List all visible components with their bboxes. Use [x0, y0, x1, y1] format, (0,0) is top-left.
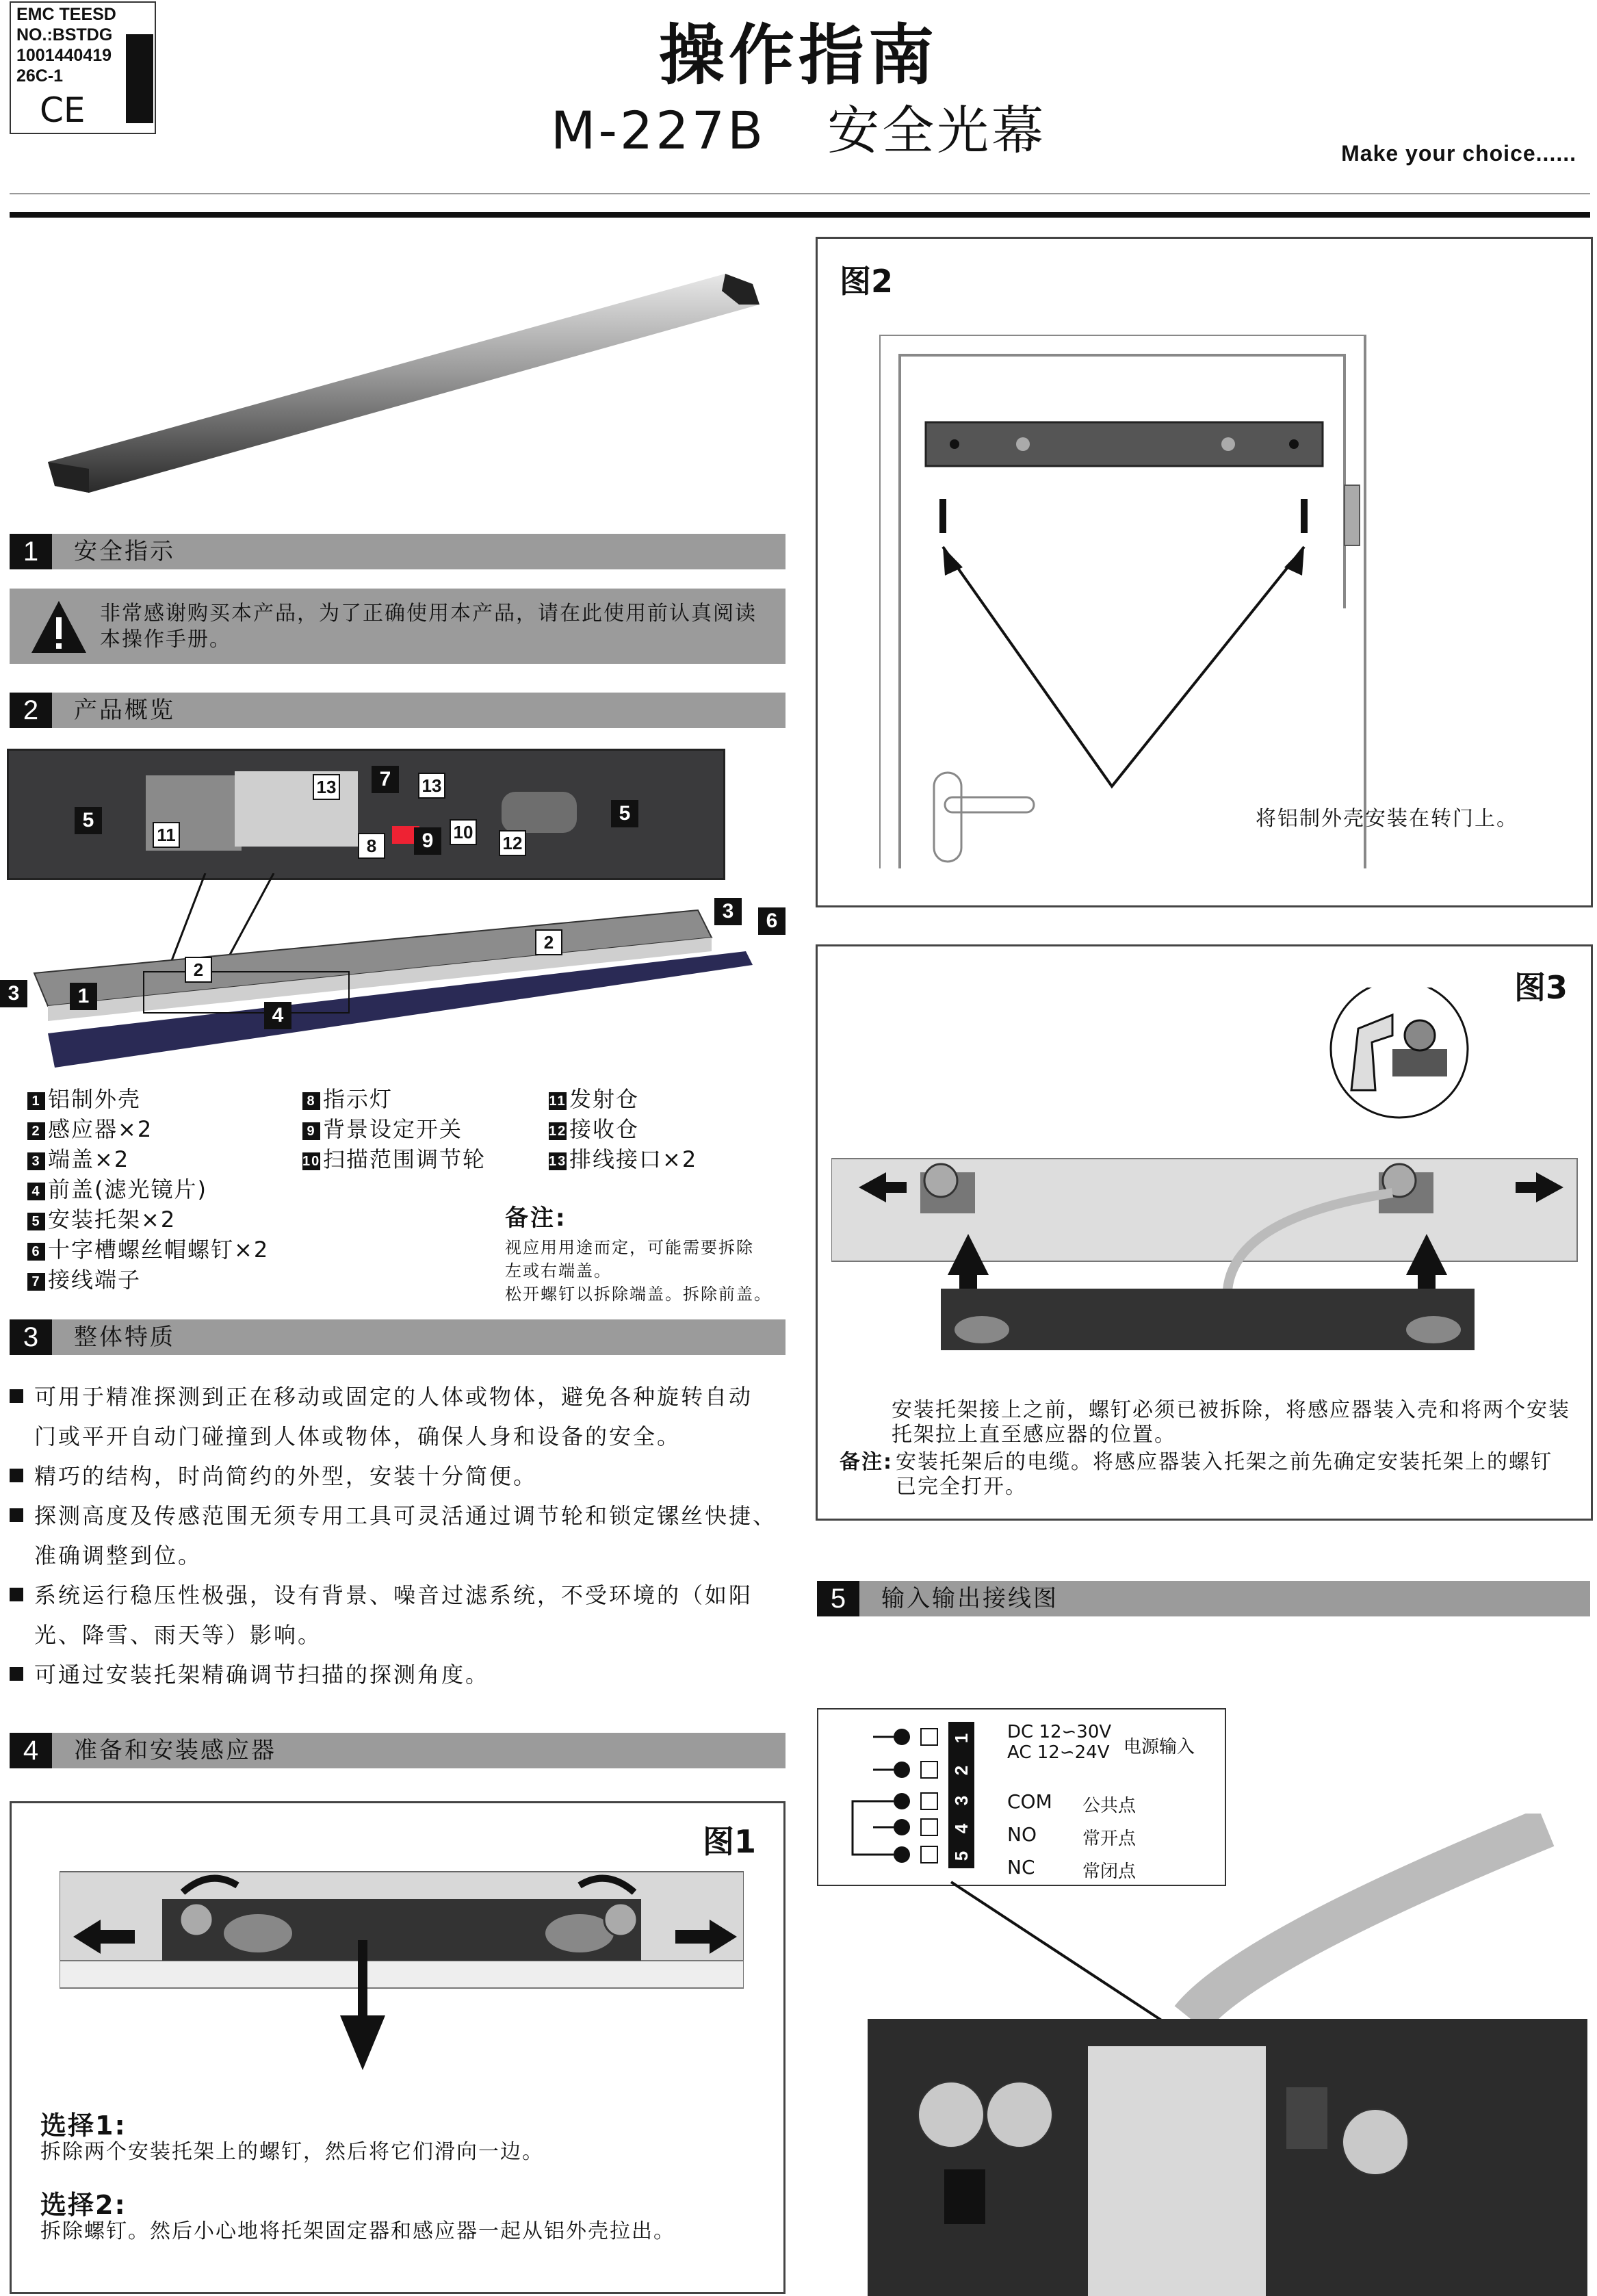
parts-list-col3	[549, 1084, 697, 1174]
figure-3-note-text: 安装托架后的电缆。将感应器装入托架之前先确定安装托架上的螺钉已完全打开。	[896, 1450, 1553, 1499]
note-line: 左或右端盖。	[505, 1261, 612, 1280]
ce-mark: CE	[40, 90, 86, 130]
warning-icon	[30, 598, 88, 656]
part-item: 8 指示灯	[302, 1084, 486, 1114]
figure-3-illustration	[831, 988, 1584, 1350]
section-number: 3	[10, 1319, 52, 1355]
section-number: 4	[10, 1733, 52, 1768]
option-2-text: 拆除螺钉。然后小心地将托架固定器和感应器一起从铝外壳拉出。	[40, 2219, 675, 2243]
divider	[10, 193, 1590, 194]
wiring-signal: AC 12∽24V	[1007, 1742, 1110, 1763]
wiring-desc: 公共点	[1082, 1796, 1137, 1816]
part-item: 11 发射仓	[549, 1086, 640, 1112]
feature-item: 准确调整到位。	[34, 1543, 203, 1569]
wiring-signal: NO	[1007, 1823, 1037, 1846]
figure-2-caption: 将铝制外壳安装在转门上。	[1256, 807, 1518, 831]
label-line: 26C-1	[16, 66, 64, 86]
figure-1-illustration	[60, 1865, 744, 2098]
slogan: Make your choice......	[1341, 141, 1576, 166]
section-title: 整体特质	[74, 1324, 175, 1351]
label-line: NO.:BSTDG	[16, 25, 113, 44]
pin-number: 3	[951, 1795, 972, 1806]
section-header	[10, 693, 785, 728]
wiring-signal: COM	[1007, 1790, 1052, 1813]
option-1-text: 拆除两个安装托架上的螺钉，然后将它们滑向一边。	[40, 2140, 544, 2164]
note-line: 松开螺钉以拆除端盖。拆除前盖。	[505, 1285, 772, 1304]
section-title: 产品概览	[74, 697, 175, 724]
parts-list-col1	[27, 1084, 269, 1295]
section-number: 1	[10, 534, 52, 569]
label-line: EMC TEESD	[16, 5, 116, 24]
sensor-closeup-photo: 5 5 11 13 13 7 8 9 10 12	[7, 749, 725, 880]
wiring-signal: NC	[1007, 1856, 1035, 1879]
section-header	[817, 1581, 1590, 1616]
pin-number: 5	[951, 1850, 972, 1861]
section-title: 安全指示	[74, 538, 175, 565]
figure-2-illustration	[879, 335, 1529, 868]
wiring-desc: 常开点	[1082, 1829, 1137, 1849]
feature-item: 探测高度及传感范围无须专用工具可灵活通过调节轮和锁定镙丝快捷、	[10, 1496, 796, 1536]
figure-3-note-label: 备注:	[840, 1450, 893, 1474]
feature-list	[10, 1377, 796, 1694]
figure-3-text: 安装托架接上之前，螺钉必须已被拆除，将感应器装入壳和将两个安装托架拉上直至感应器的位置。	[892, 1398, 1570, 1447]
pin-number: 2	[951, 1765, 972, 1776]
part-item: 4 前盖(滤光镜片)	[27, 1174, 269, 1204]
pin-number: 4	[951, 1823, 972, 1834]
feature-item: 门或平开自动门碰撞到人体或物体，确保人身和设备的安全。	[34, 1423, 681, 1449]
part-item: 5 安装托架×2	[27, 1204, 269, 1235]
option-2-title: 选择2:	[40, 2190, 127, 2220]
feature-item: 可用于精准探测到正在移动或固定的人体或物体，避免各种旋转自动	[10, 1377, 796, 1417]
section-header	[10, 534, 785, 569]
warning-text: 非常感谢购买本产品，为了正确使用本产品，请在此使用前认真阅读本操作手册。	[100, 602, 757, 652]
divider	[10, 212, 1590, 218]
section-title: 准备和安装感应器	[74, 1737, 276, 1764]
figure-3-panel	[816, 944, 1593, 1521]
part-item: 1 铝制外壳	[27, 1084, 269, 1114]
part-item: 6 十字槽螺丝帽螺钉×2	[27, 1235, 269, 1265]
product-rod-image	[48, 263, 766, 496]
wiring-desc: 电源输入	[1124, 1737, 1195, 1757]
part-item: 7 接线端子	[27, 1265, 269, 1295]
figure-2-panel	[816, 237, 1593, 907]
figure-label: 图3	[1514, 969, 1568, 1006]
notes-title: 备注:	[505, 1204, 567, 1232]
section-header	[10, 1733, 785, 1768]
option-1-title: 选择1:	[40, 2111, 127, 2141]
part-item: 10 扫描范围调节轮	[302, 1146, 486, 1172]
part-item: 3 端盖×2	[27, 1144, 269, 1174]
warning-box	[10, 589, 785, 664]
part-item: 13 排线接口×2	[549, 1146, 698, 1172]
label-line: 1001440419	[16, 46, 112, 65]
model-number: M-227B	[550, 100, 766, 161]
figure-label: 图1	[702, 1823, 756, 1860]
figure-label: 图2	[840, 263, 894, 300]
part-item: 12 接收仓	[549, 1116, 640, 1142]
section-header	[10, 1319, 785, 1355]
wiring-signal: DC 12∽30V	[1007, 1722, 1112, 1742]
product-name: 安全光幕	[827, 100, 1047, 161]
feature-item: 光、降雪、雨天等）影响。	[34, 1622, 322, 1648]
parts-list-col2	[302, 1084, 486, 1174]
feature-item: 精巧的结构，时尚简约的外型，安装十分简便。	[10, 1456, 796, 1496]
feature-item: 系统运行稳压性极强，设有背景、噪音过滤系统，不受环境的（如阳	[10, 1575, 796, 1615]
note-line: 视应用用途而定，可能需要拆除	[505, 1238, 754, 1257]
section-title: 输入输出接线图	[881, 1585, 1059, 1612]
part-item: 9 背景设定开关	[302, 1114, 486, 1144]
wiring-photo	[862, 1814, 1587, 2296]
section-number: 5	[817, 1581, 859, 1616]
section-number: 2	[10, 693, 52, 728]
page-title: 操作指南	[659, 17, 938, 94]
wiring-desc: 常闭点	[1082, 1861, 1137, 1882]
wiring-labels	[1007, 1722, 1111, 1763]
part-item: 2 感应器×2	[27, 1114, 269, 1144]
figure-1-panel	[10, 1801, 785, 2294]
feature-item: 可通过安装托架精确调节扫描的探测角度。	[10, 1655, 796, 1694]
pin-number: 1	[951, 1733, 972, 1744]
exploded-view-image	[7, 897, 794, 1074]
receiver-lens	[502, 792, 577, 833]
notes-text	[505, 1236, 772, 1306]
